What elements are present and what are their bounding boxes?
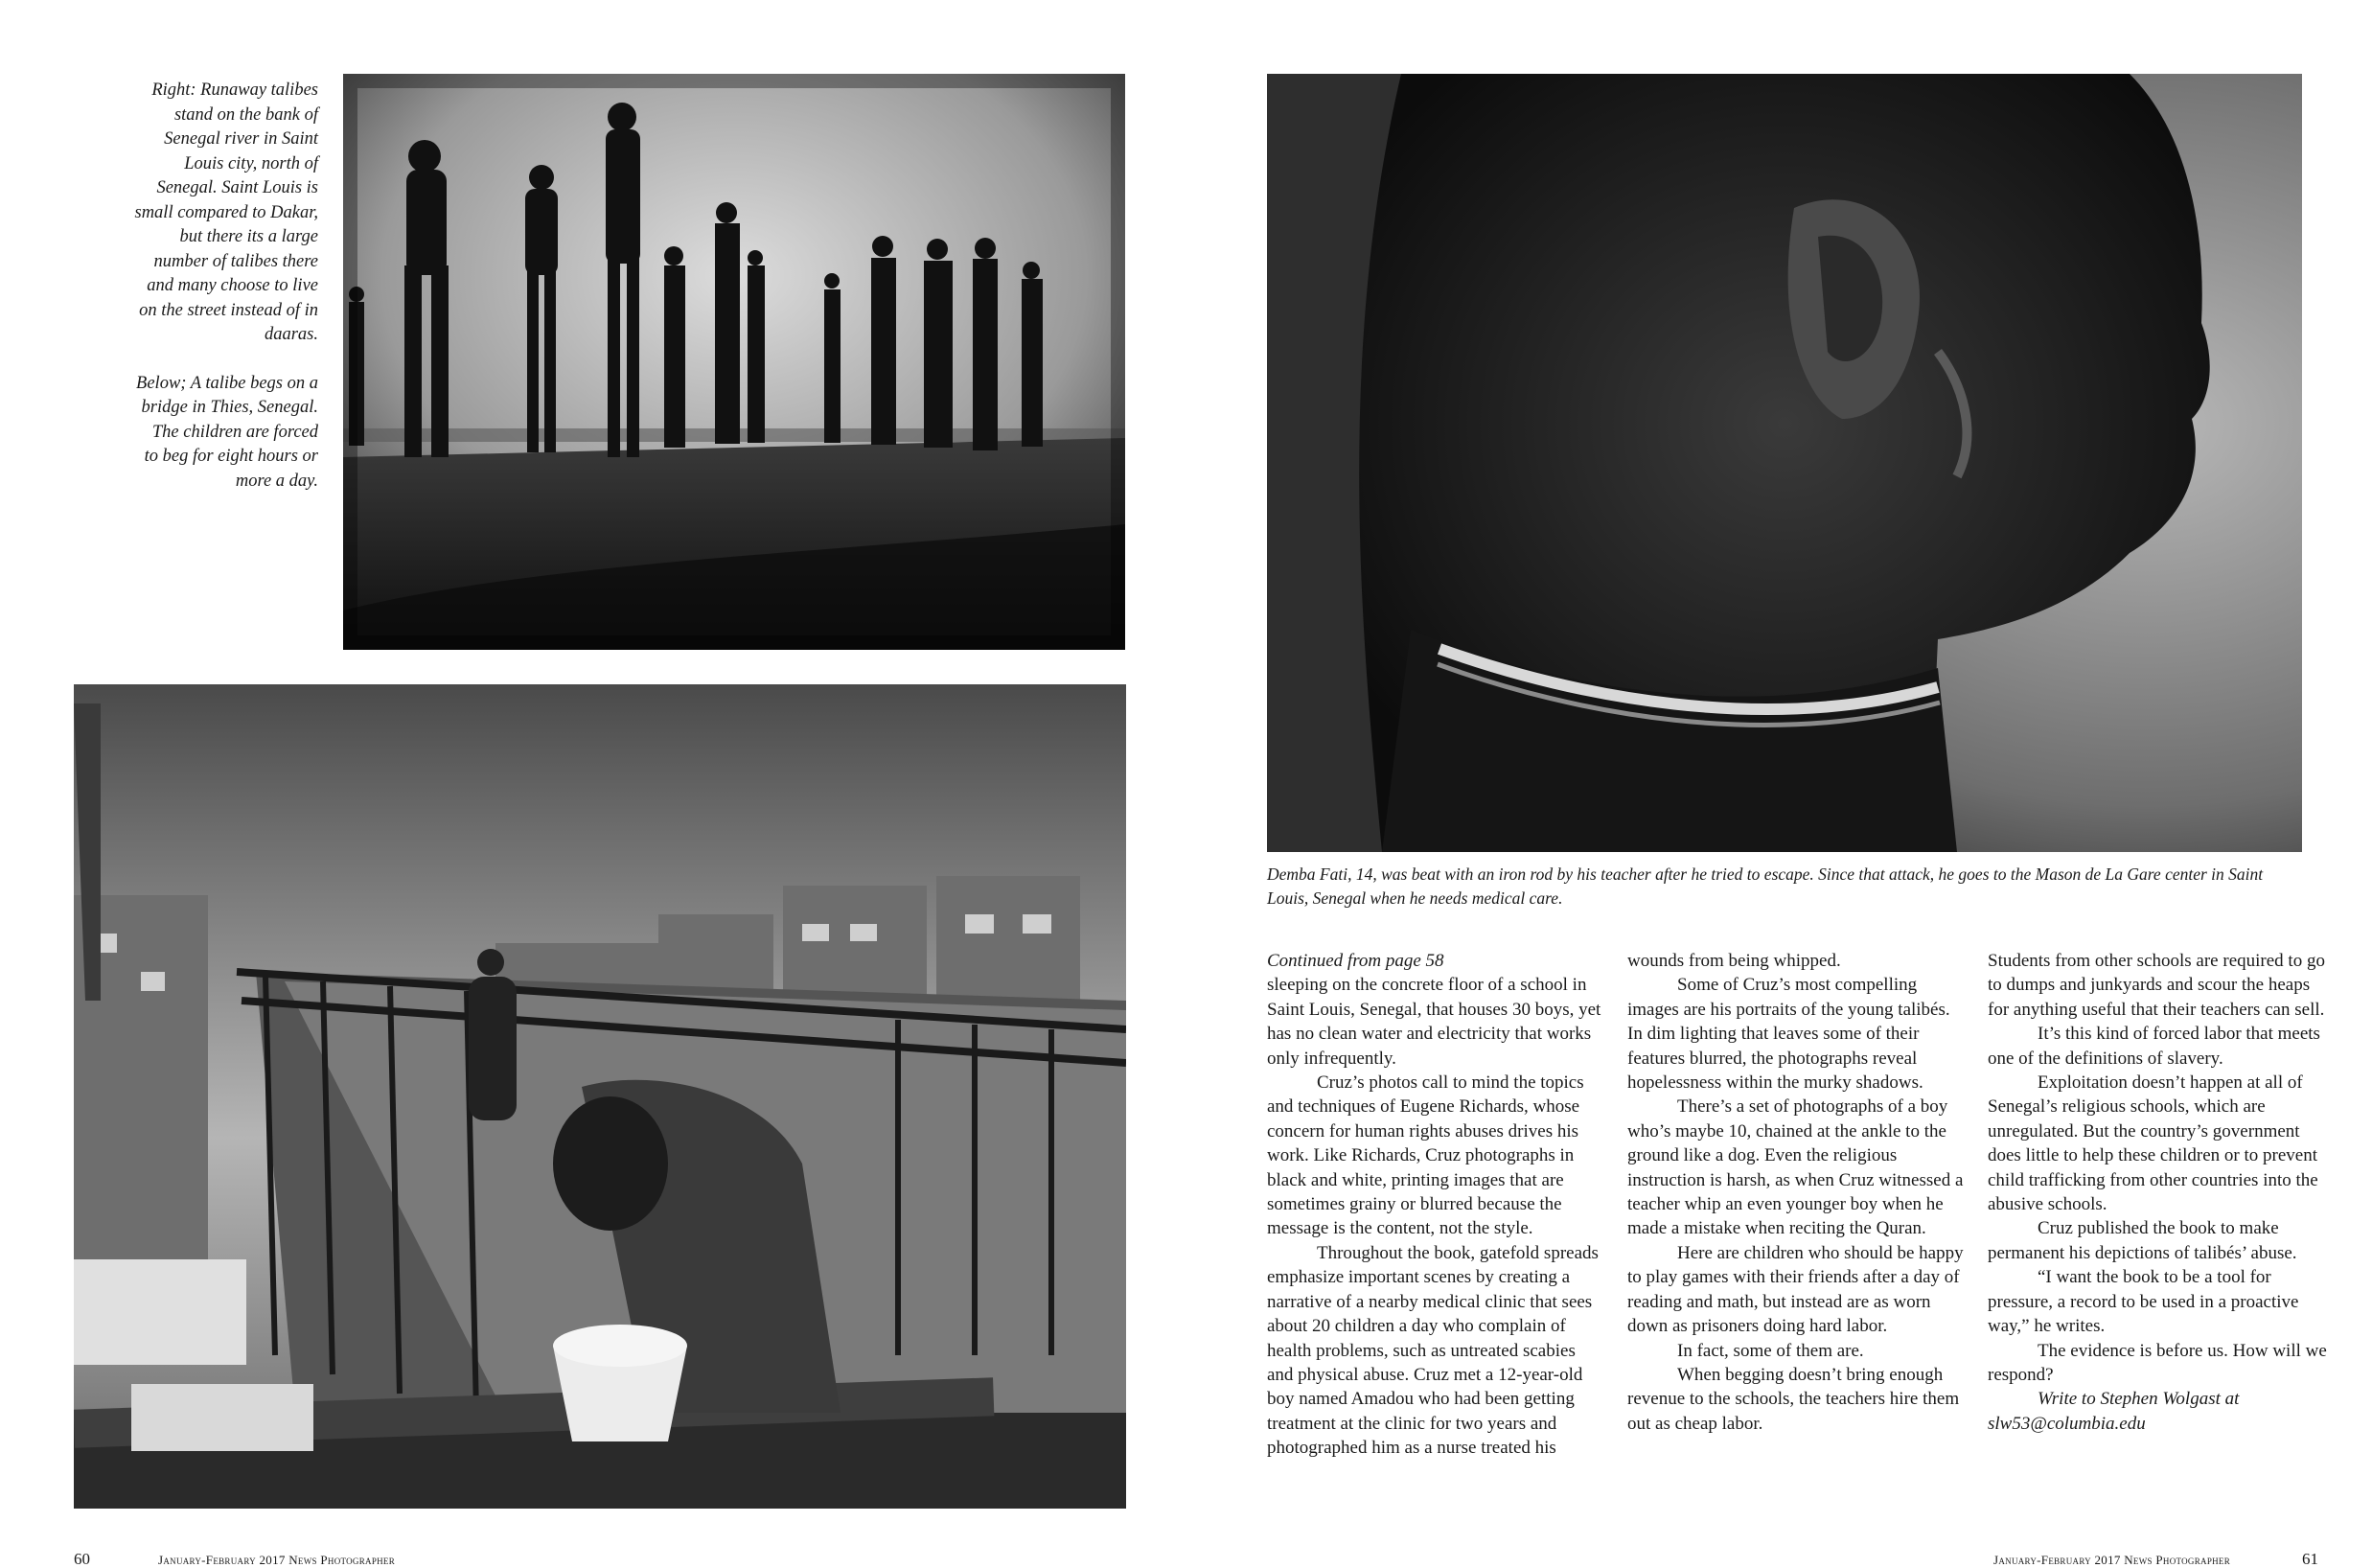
article-paragraph: The evidence is before us. How will we respond? xyxy=(1988,1340,2327,1385)
side-caption xyxy=(134,79,318,518)
photo-talibe-on-bridge xyxy=(74,684,1126,1509)
article-paragraph: It’s this kind of forced labor that meets one of the definitions of slavery. xyxy=(1988,1024,2320,1069)
article-column-2 xyxy=(1627,949,1967,1436)
page-number-left: 60 xyxy=(74,1550,90,1568)
article-paragraph: wounds from being whipped. xyxy=(1627,951,1841,971)
article-paragraph: Cruz published the book to make permanent his depictions of talibés’ abuse. xyxy=(1988,1218,2297,1263)
caption-runaway-talibes: Right: Runaway talibes stand on the bank of Senegal river in Saint Louis city, north of Senegal. Saint Louis is small compared to Dakar, but there its a large number of talibes there and many choose to live on the street instead of in daaras. xyxy=(134,81,318,344)
page-number-right: 61 xyxy=(2302,1550,2318,1568)
article-paragraph: Some of Cruz’s most compelling images are his portraits of the young talibés. In dim lighting that leaves some of their features blurred, the photographs reveal hopelessness within the murky shadows. xyxy=(1627,975,1950,1094)
photo-runaway-talibes xyxy=(343,74,1125,650)
article-paragraph: Students from other schools are required to go to dumps and junkyards and scour the heaps for anything useful that their teachers can sell. xyxy=(1988,951,2325,1020)
author-signoff: Write to Stephen Wolgast at slw53@columbia.edu xyxy=(1988,1389,2240,1434)
footer-left: January-February 2017 News Photographer xyxy=(158,1553,396,1567)
article-paragraph: “I want the book to be a tool for pressure, a record to be used in a proactive way,” he writes. xyxy=(1988,1267,2299,1337)
continued-from-note: Continued from page 58 xyxy=(1267,951,1444,971)
article-paragraph: In fact, some of them are. xyxy=(1677,1340,1864,1361)
footer-right: January-February 2017 News Photographer xyxy=(1993,1553,2231,1567)
photo-demba-fati-portrait xyxy=(1267,74,2302,852)
portrait-caption: Demba Fati, 14, was beat with an iron rod by his teacher after he tried to escape. Since that attack, he goes to the Mason de La Gare center in Saint Louis, Senegal when he needs medical care. xyxy=(1267,865,2264,908)
article-column-1 xyxy=(1267,949,1606,1461)
article-paragraph: Exploitation doesn’t happen at all of Senegal’s religious schools, which are unregulated. But the country’s government does little to help these children or to prevent child trafficking from other countries into the abusive schools. xyxy=(1988,1072,2318,1215)
article-paragraph: Throughout the book, gatefold spreads emphasize important scenes by creating a narrative of a nearby medical clinic that sees about 20 children a day who complain of health problems, such as untreated scabies and physical abuse. Cruz met a 12-year-old boy named Amadou who had been getting treatment at the clinic for two years and photographed him as a nurse treated his xyxy=(1267,1242,1599,1459)
article-paragraph: When begging doesn’t bring enough revenue to the schools, the teachers hire them out as cheap labor. xyxy=(1627,1364,1960,1434)
article-paragraph: sleeping on the concrete floor of a school in Saint Louis, Senegal, that houses 30 boys, yet has no clean water and electricity that works only infrequently. xyxy=(1267,975,1601,1069)
article-body xyxy=(1267,949,2329,1514)
article-paragraph: Cruz’s photos call to mind the topics and techniques of Eugene Richards, whose concern for human rights abuses drives his work. Like Richards, Cruz photographs in black and white, printing images that are sometimes grainy or blurred because the message is the content, not the style. xyxy=(1267,1072,1584,1239)
caption-begging-talibe: Below; A talibe begs on a bridge in Thies, Senegal. The children are forced to beg for eight hours or more a day. xyxy=(136,373,318,491)
article-column-3 xyxy=(1988,949,2327,1436)
article-paragraph: Here are children who should be happy to play games with their friends after a day of reading and math, but instead are as worn down as prisoners doing hard labor. xyxy=(1627,1242,1964,1337)
article-paragraph: There’s a set of photographs of a boy who’s maybe 10, chained at the ankle to the ground like a dog. Even the religious instruction is harsh, as when Cruz witnessed a teacher whip an even younger boy when he made a mistake when reciting the Quran. xyxy=(1627,1096,1964,1239)
